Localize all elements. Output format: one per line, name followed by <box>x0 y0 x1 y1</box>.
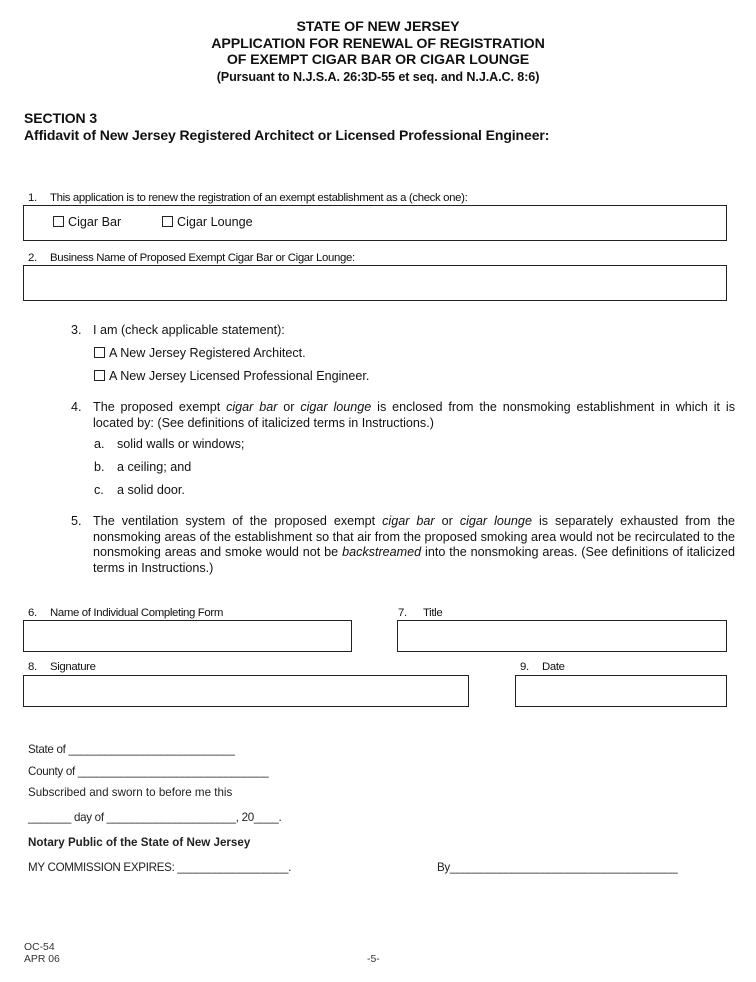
q4-item-c-text: a solid door. <box>117 483 185 497</box>
engineer-label: A New Jersey Licensed Professional Engineer. <box>109 369 370 383</box>
q5-term-backstreamed: backstreamed <box>342 545 422 559</box>
q4-item-b-text: a ceiling; and <box>117 460 192 474</box>
q5-number: 5. <box>71 514 82 528</box>
q5-statement <box>71 514 735 576</box>
form-footer-id <box>24 942 60 965</box>
name-label <box>28 607 223 620</box>
section-heading <box>24 110 549 144</box>
q4-item-a <box>94 437 244 453</box>
engineer-option[interactable] <box>94 369 369 385</box>
signature-field[interactable] <box>23 675 469 707</box>
page-number: -5- <box>367 954 380 965</box>
architect-checkbox[interactable] <box>94 347 105 358</box>
q2-text: Business Name of Proposed Exempt Cigar Bar or Cigar Lounge: <box>50 252 355 264</box>
q5-text-2: or <box>434 514 460 528</box>
q4-item-b <box>94 460 191 476</box>
date-field[interactable] <box>515 675 727 707</box>
q3-number: 3. <box>71 323 82 337</box>
architect-option[interactable] <box>94 346 306 362</box>
notary-by-signature: By_____________________________________ <box>437 861 678 874</box>
q5-term-cigar-bar: cigar bar <box>382 514 435 528</box>
q2-label <box>28 252 355 265</box>
notary-commission-expires: MY COMMISSION EXPIRES: __________________. <box>28 861 292 874</box>
title-label-text: Title <box>423 607 443 619</box>
business-name-field[interactable] <box>23 265 727 301</box>
q1-label <box>28 192 467 205</box>
q5-term-cigar-lounge: cigar lounge <box>459 514 532 528</box>
date-number: 9. <box>520 661 529 673</box>
q4-item-b-letter: b. <box>94 460 105 474</box>
q5-text-1: The ventilation system of the proposed exempt <box>93 514 383 528</box>
date-label-text: Date <box>542 661 565 673</box>
q2-number: 2. <box>28 252 37 264</box>
name-number: 6. <box>28 607 37 619</box>
notary-sworn: Subscribed and sworn to before me this <box>28 786 233 799</box>
title-field[interactable] <box>397 620 727 652</box>
cigar-bar-option[interactable] <box>53 215 121 231</box>
form-id: OC-54 <box>24 942 55 953</box>
q4-item-a-text: solid walls or windows; <box>117 437 245 451</box>
cigar-lounge-option[interactable] <box>162 215 253 231</box>
notary-county: County of _______________________________ <box>28 765 269 778</box>
q4-text-3: is enclosed from the nonsmoking establishment in which it is located by: (See definitions of italicized terms in Instructions.) <box>93 400 735 430</box>
q4-term-cigar-bar: cigar bar <box>226 400 278 414</box>
name-field[interactable] <box>23 620 352 652</box>
q4-text-1: The proposed exempt <box>93 400 227 414</box>
form-revision: APR 06 <box>24 953 60 965</box>
q3-label <box>71 323 285 339</box>
q5-text-4: into the nonsmoking areas. (See definitions of italicized terms in Instructions.) <box>93 545 735 575</box>
q4-item-c <box>94 483 185 499</box>
header-state: STATE OF NEW JERSEY <box>296 19 460 35</box>
q4-number: 4. <box>71 400 82 414</box>
q1-text: This application is to renew the registration of an exempt establishment as a (check one): <box>50 192 468 204</box>
section-subtitle: Affidavit of New Jersey Registered Architect or Licensed Professional Engineer: <box>24 127 550 143</box>
cigar-bar-checkbox[interactable] <box>53 216 64 227</box>
signature-label <box>28 661 96 674</box>
q5-text-3: is separately exhausted from the nonsmoking areas of the establishment so that air from the proposed smoking area would not be recirculated to the nonsmoking areas and smoke would not be <box>93 514 735 559</box>
cigar-bar-label: Cigar Bar <box>68 215 122 229</box>
signature-label-text: Signature <box>50 661 96 673</box>
q4-item-c-letter: c. <box>94 483 104 497</box>
q4-text-2: or <box>277 400 301 414</box>
q4-term-cigar-lounge: cigar lounge <box>300 400 372 414</box>
notary-state: State of ___________________________ <box>28 743 235 756</box>
q1-number: 1. <box>28 192 37 204</box>
cigar-lounge-label: Cigar Lounge <box>177 215 253 229</box>
notary-public-title: Notary Public of the State of New Jersey <box>28 836 251 849</box>
title-label <box>398 607 442 620</box>
q1-option-box <box>23 205 727 241</box>
signature-number: 8. <box>28 661 37 673</box>
form-header <box>0 19 756 85</box>
q3-text: I am (check applicable statement): <box>93 323 285 337</box>
header-application-subject: OF EXEMPT CIGAR BAR OR CIGAR LOUNGE <box>226 52 530 68</box>
header-application-title: APPLICATION FOR RENEWAL OF REGISTRATION <box>211 35 545 52</box>
engineer-checkbox[interactable] <box>94 370 105 381</box>
architect-label: A New Jersey Registered Architect. <box>109 346 306 360</box>
name-label-text: Name of Individual Completing Form <box>50 607 223 619</box>
q4-item-a-letter: a. <box>94 437 105 451</box>
header-statute: (Pursuant to N.J.S.A. 26:3D-55 et seq. and N.J.A.C. 8:6) <box>216 69 540 84</box>
section-title: SECTION 3 <box>24 110 98 126</box>
title-number: 7. <box>398 607 407 619</box>
notary-day: _______ day of _____________________, 20____. <box>28 811 282 824</box>
date-label <box>520 661 565 674</box>
q4-statement <box>71 400 735 431</box>
cigar-lounge-checkbox[interactable] <box>162 216 173 227</box>
